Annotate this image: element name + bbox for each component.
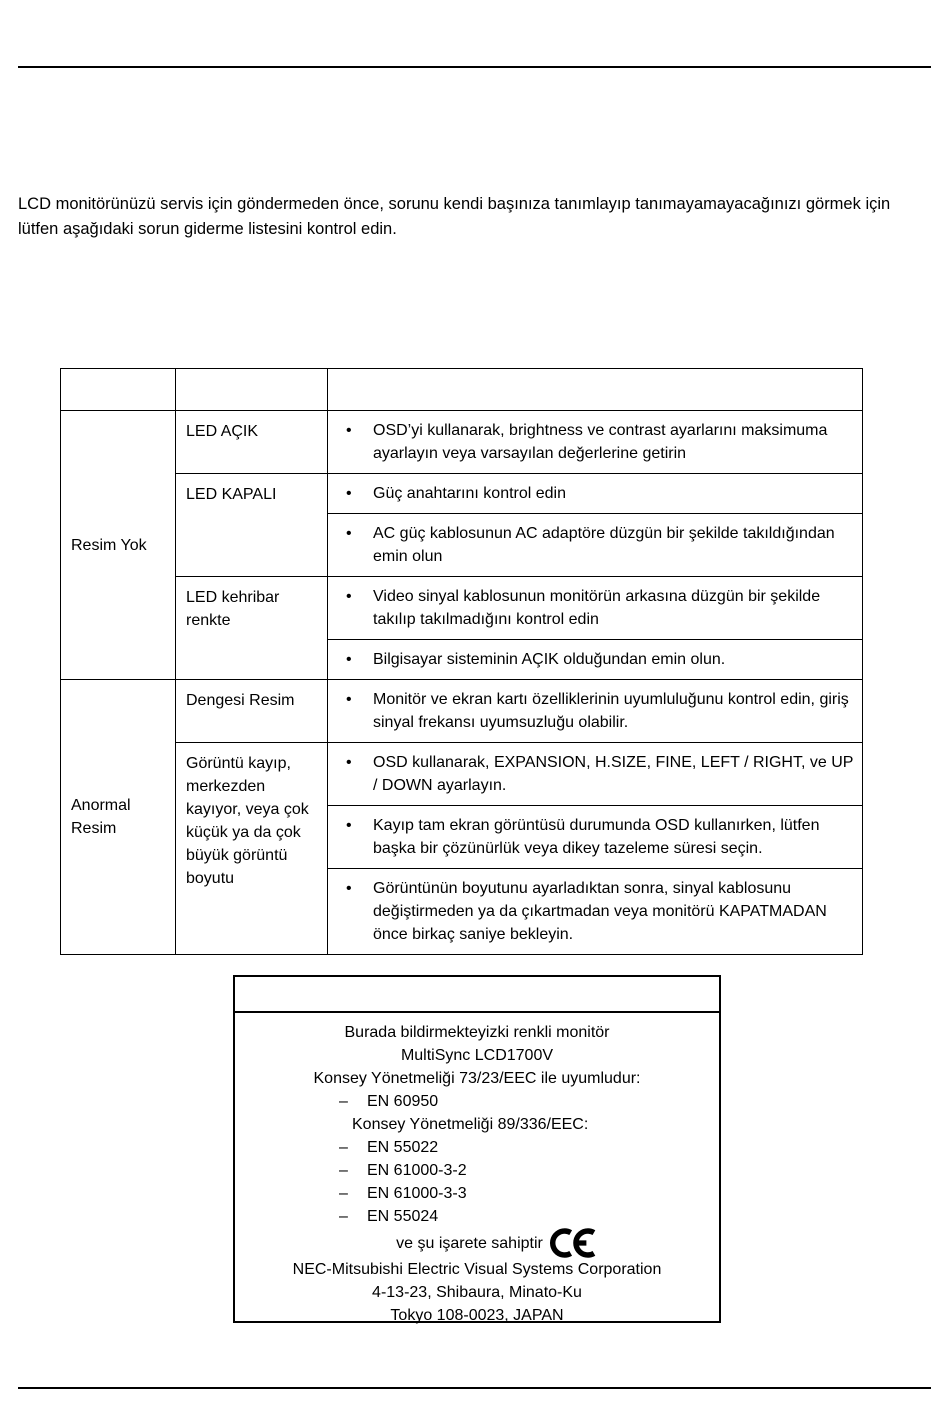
bullet-icon [346, 419, 373, 442]
declaration-address-1: 4-13-23, Shibaura, Minato-Ku [372, 1284, 582, 1301]
solution-cell [328, 640, 863, 680]
table-row [61, 680, 863, 743]
standard-item [339, 1090, 719, 1113]
standard-label: EN 60950 [367, 1093, 439, 1110]
standard-label: EN 61000-3-2 [367, 1162, 467, 1179]
bullet-icon [346, 522, 373, 545]
bullet-icon [346, 585, 373, 608]
bullet-icon [346, 688, 373, 711]
table-header-row [61, 369, 863, 411]
solution-cell [328, 577, 863, 640]
solution-cell [328, 743, 863, 806]
condition-cell: LED KAPALI [176, 474, 328, 577]
dash-icon [339, 1182, 367, 1205]
condition-cell: Dengesi Resim [176, 680, 328, 743]
bullet-icon [346, 751, 373, 774]
table-header-cell [176, 369, 328, 411]
standard-item [339, 1136, 719, 1159]
intro-paragraph: LCD monitörünüzü servis için göndermeden önce, sorunu kendi başınıza tanımlayıp tanımayamayacağınızı görmek için lütfen aşağıdaki sorun giderme listesini kontrol edin. [18, 195, 891, 238]
declaration-box [233, 975, 721, 1323]
declaration-directive: Konsey Yönetmeliği 89/336/EEC: [352, 1116, 589, 1133]
solution-text: Kayıp tam ekran görüntüsü durumunda OSD kullanırken, lütfen başka bir çözünürlük veya dikey tazeleme süresi seçin. [373, 817, 820, 857]
bullet-icon [346, 814, 373, 837]
declaration-address-2: Tokyo 108-0023, JAPAN [390, 1307, 564, 1324]
problem-cell: Resim Yok [61, 411, 176, 680]
table-header-cell [61, 369, 176, 411]
solution-text: Video sinyal kablosunun monitörün arkasına düzgün bir şekilde takılıp takılmadığını kontrol edin [373, 588, 821, 628]
solution-text: Güç anahtarını kontrol edin [373, 485, 567, 502]
solution-cell [328, 680, 863, 743]
dash-icon [339, 1159, 367, 1182]
condition-cell: Görüntü kayıp, merkezden kayıyor, veya çok küçük ya da çok büyük görüntü boyutu [176, 743, 328, 955]
table-header-cell [328, 369, 863, 411]
bullet-icon [346, 482, 373, 505]
solution-text: Monitör ve ekran kartı özelliklerinin uyumluluğunu kontrol edin, giriş sinyal frekansı uyumsuzluğu olabilir. [373, 691, 849, 731]
dash-icon [339, 1090, 367, 1113]
declaration-model: MultiSync LCD1700V [400, 1047, 554, 1064]
table-row [61, 411, 863, 474]
top-rule [18, 66, 931, 68]
ce-mark-text: ve şu işarete sahiptir [396, 1234, 543, 1252]
solution-cell [328, 514, 863, 577]
solution-text: AC güç kablosunun AC adaptöre düzgün bir şekilde takıldığından emin olun [373, 525, 835, 565]
table-row [61, 474, 863, 514]
ce-mark-line [275, 1228, 719, 1258]
bullet-icon [346, 877, 373, 900]
solution-cell [328, 869, 863, 955]
declaration-directive: Konsey Yönetmeliği 73/23/EEC ile uyumludur: [313, 1070, 641, 1087]
bottom-rule [18, 1387, 931, 1389]
ce-mark-icon [550, 1227, 598, 1259]
bullet-icon [346, 648, 373, 671]
declaration-company: NEC-Mitsubishi Electric Visual Systems Corporation [292, 1261, 662, 1278]
solution-cell [328, 474, 863, 514]
problem-cell: Anormal Resim [61, 680, 176, 955]
table-row [61, 577, 863, 640]
declaration-line: Burada bildirmekteyizki renkli monitör [344, 1024, 610, 1041]
declaration-header-band [235, 977, 719, 1013]
solution-cell [328, 411, 863, 474]
condition-cell: LED AÇIK [176, 411, 328, 474]
troubleshooting-table [60, 368, 863, 955]
standard-label: EN 61000-3-3 [367, 1185, 467, 1202]
standard-item [339, 1182, 719, 1205]
dash-icon [339, 1136, 367, 1159]
standard-item [339, 1159, 719, 1182]
standard-item [339, 1205, 719, 1228]
solution-text: OSD kullanarak, EXPANSION, H.SIZE, FINE, LEFT / RIGHT, ve UP / DOWN ayarlayın. [373, 754, 854, 794]
declaration-body [235, 1013, 719, 1327]
table-row [61, 743, 863, 806]
dash-icon [339, 1205, 367, 1228]
solution-text: Görüntünün boyutunu ayarladıktan sonra, sinyal kablosunu değiştirmeden ya da çıkartmadan veya monitörü KAPATMADAN önce birkaç saniye bekleyin. [373, 880, 827, 943]
condition-cell: LED kehribar renkte [176, 577, 328, 680]
solution-text: Bilgisayar sisteminin AÇIK olduğundan emin olun. [373, 651, 726, 668]
standard-label: EN 55024 [367, 1208, 439, 1225]
solution-text: OSD’yi kullanarak, brightness ve contrast ayarlarını maksimuma ayarlayın veya varsayılan değerlerine getirin [373, 422, 828, 462]
solution-cell [328, 806, 863, 869]
standard-label: EN 55022 [367, 1139, 439, 1156]
